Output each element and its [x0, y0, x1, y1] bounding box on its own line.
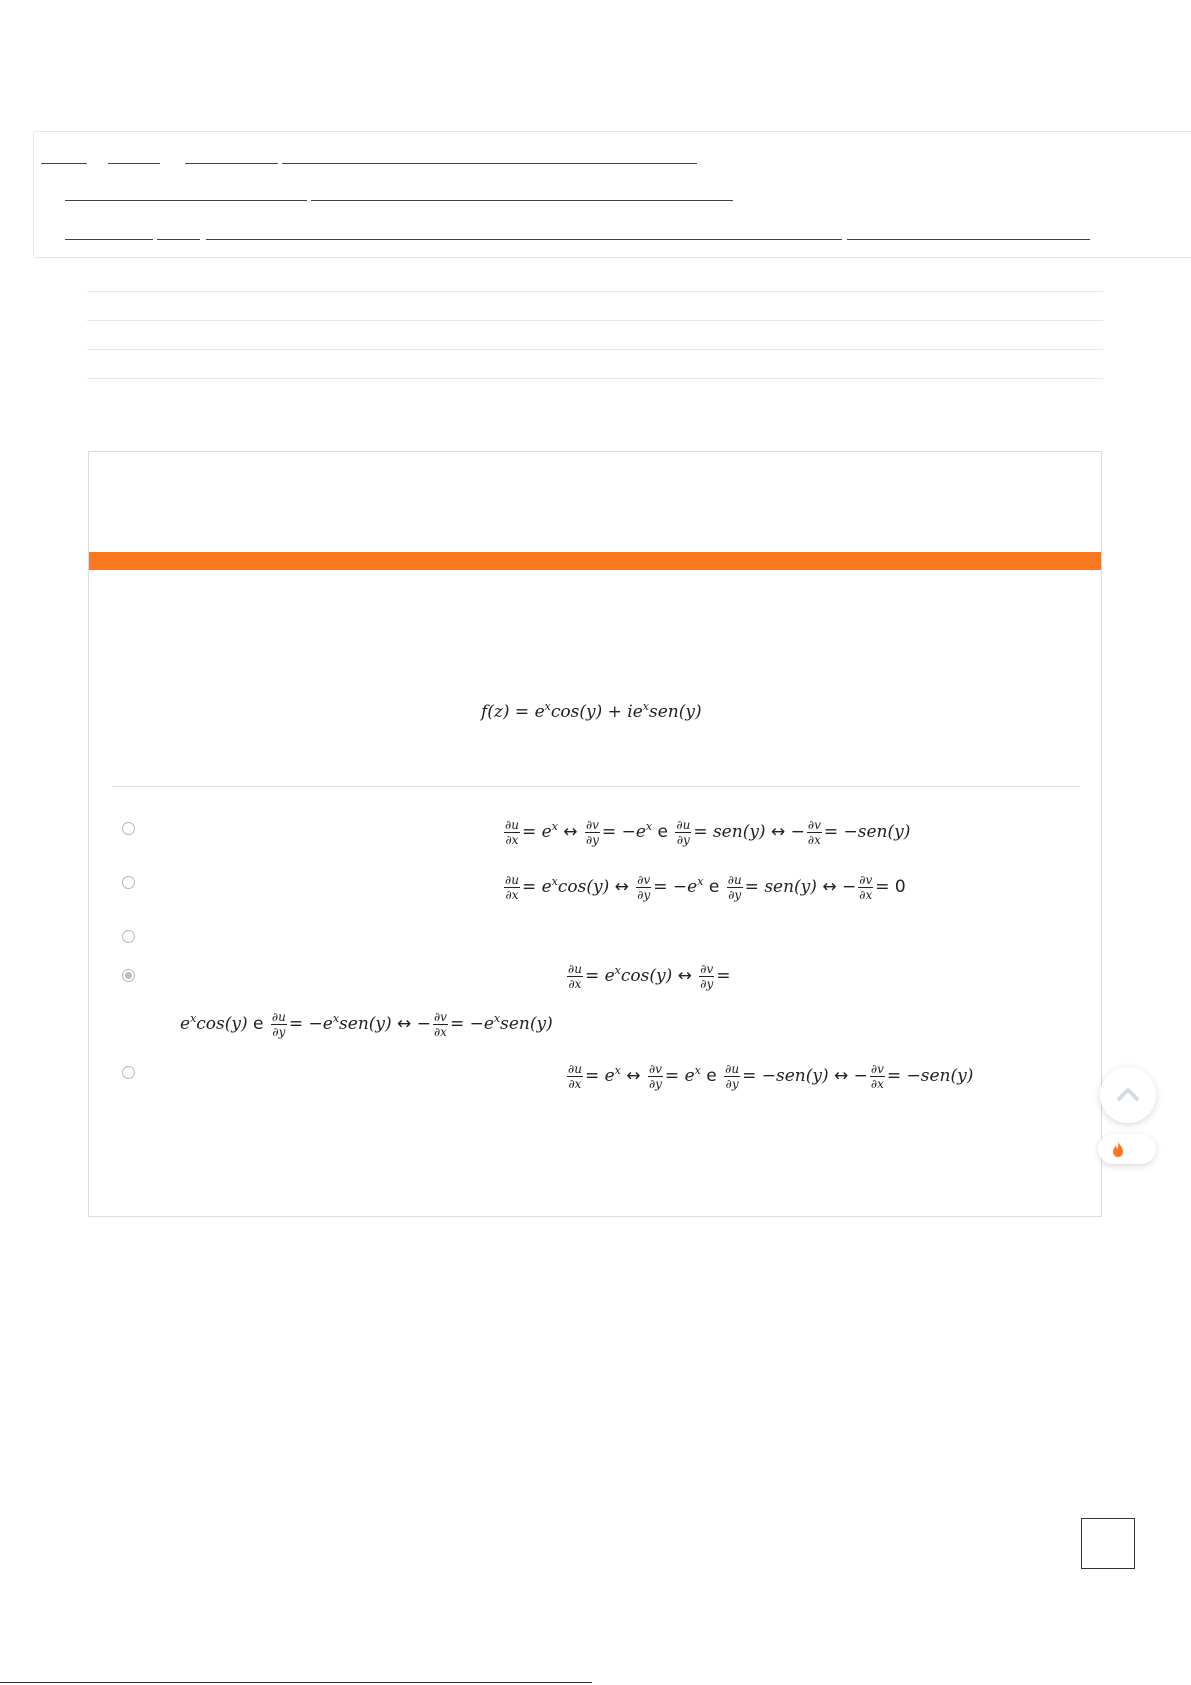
divider — [112, 786, 1080, 787]
question-card — [88, 451, 1102, 1217]
answer-radio-4[interactable] — [122, 969, 135, 982]
accent-bar — [89, 552, 1101, 570]
divider — [87, 349, 1103, 350]
answer-option-4-line1[interactable]: $\frac{\partial u}{\partial x}$ = $e^x\cos(y)$ ↔ $\frac{\partial v}{\partial y}$ = — [568, 962, 731, 991]
streak-button[interactable] — [1098, 1134, 1156, 1164]
page-number-box — [1081, 1518, 1135, 1569]
fire-icon — [1110, 1140, 1126, 1158]
divider — [87, 320, 1103, 321]
answer-option-4-line2[interactable]: $e^x\cos(y)$ e $\frac{\partial u}{\partial y}$ = $-e^xsen(y)$ ↔ − $\frac{\partial v}{\partial x}$ = $-e^xsen(y)$ — [180, 1010, 553, 1039]
answer-option-2[interactable]: $\frac{\partial u}{\partial x}$ = $e^x\cos(y)$ ↔ $\frac{\partial v}{\partial y}$ = $-e^x$ e $\frac{\partial u}{\partial y}$ = sen(y) ↔ − $\frac{\partial v}{\partial x}$ = 0 — [505, 873, 906, 902]
divider — [87, 378, 1103, 379]
footer-rule — [0, 1682, 592, 1683]
redacted-link[interactable] — [108, 163, 160, 164]
answer-radio-5[interactable] — [122, 1066, 135, 1079]
answer-option-5[interactable]: $\frac{\partial u}{\partial x}$ = $e^x$ ↔ $\frac{\partial v}{\partial y}$ = $e^x$ e $\frac{\partial u}{\partial y}$ = −sen(y) ↔ − $\frac{\partial v}{\partial x}$ = −sen(y) — [568, 1062, 974, 1091]
redacted-link[interactable] — [41, 163, 87, 164]
redacted-link[interactable] — [282, 163, 697, 164]
redacted-link[interactable] — [185, 163, 278, 164]
redacted-link[interactable] — [65, 200, 307, 201]
answer-radio-3[interactable] — [122, 930, 135, 943]
answer-radio-2[interactable] — [122, 876, 135, 889]
answer-radio-1[interactable] — [122, 822, 135, 835]
scroll-top-button[interactable] — [1100, 1067, 1156, 1123]
redacted-link[interactable] — [206, 239, 842, 240]
redacted-link[interactable] — [847, 239, 1090, 240]
breadcrumb-panel — [33, 131, 1191, 258]
redacted-link[interactable] — [311, 200, 733, 201]
answer-option-1[interactable]: $\frac{\partial u}{\partial x}$ = $e^x$ ↔ $\frac{\partial v}{\partial y}$ = $-e^x$ e $\frac{\partial u}{\partial y}$ = sen(y) ↔ − $\frac{\partial v}{\partial x}$ = −sen(y) — [505, 818, 911, 847]
divider — [87, 291, 1103, 292]
chevron-up-icon — [1116, 1085, 1140, 1105]
redacted-link[interactable] — [65, 239, 153, 240]
redacted-link[interactable] — [157, 239, 200, 240]
function-formula: $f(z) = e^x\cos(y) + ie^xsen(y)$ — [481, 700, 702, 722]
